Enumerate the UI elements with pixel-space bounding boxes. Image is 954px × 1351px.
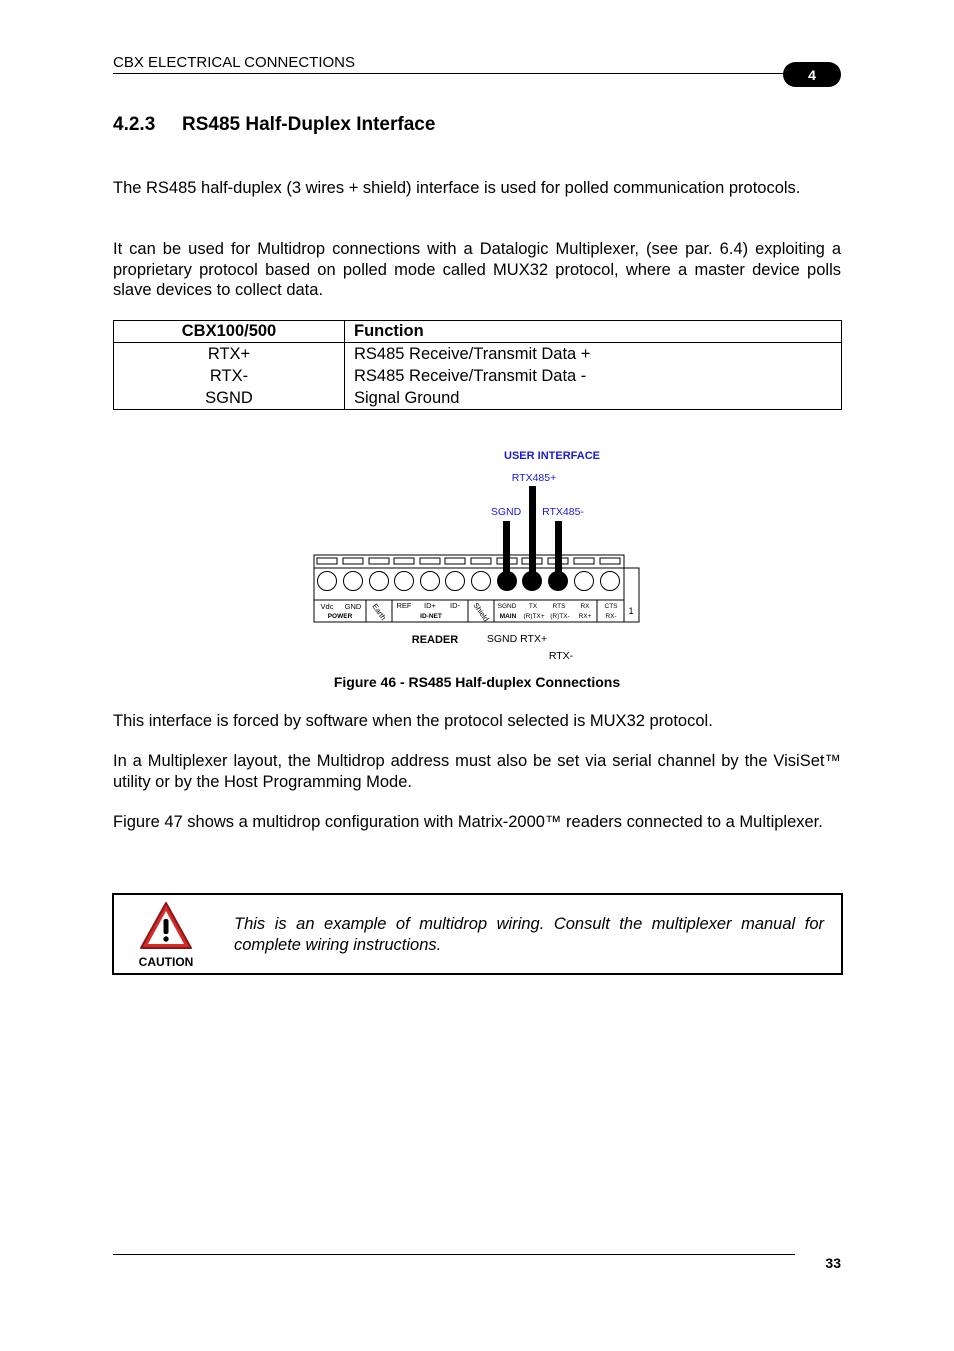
screw-tab [445,558,465,564]
terminal-screw [318,572,337,591]
caution-text: This is an example of multidrop wiring. Consult the multiplexer manual for complete wiring instructions. [234,915,824,954]
pin-note-rtx-minus: RTX- [548,650,574,662]
terminal-label-cts: CTS [604,603,618,610]
screw-tab [574,558,594,564]
section-number: 4.2.3 [113,114,156,135]
page-number: 33 [825,1255,841,1271]
rs485-wiring-diagram [300,440,660,670]
screw-tab [600,558,620,564]
group-label-rx-minus: RX- [605,613,617,620]
pin-rtx-minus: RTX- [209,367,249,385]
screw-tab [394,558,414,564]
signal-table [113,320,842,410]
figure-caption: Figure 46 - RS485 Half-duplex Connections [333,674,621,690]
group-label-id-net: ID-NET [420,613,442,620]
function-rtx-plus: RS485 Receive/Transmit Data + [354,345,591,363]
section-title [113,114,435,136]
table-function-cell [345,343,842,410]
connected-wires [497,486,568,591]
terminal-screw [472,572,491,591]
terminal-screw [575,572,594,591]
wire-label-sgnd: SGND [490,506,522,518]
reader-label: READER [411,634,459,646]
user-interface-label: USER INTERFACE [504,450,600,462]
screw-tab [317,558,337,564]
terminal-label-rx: RX [580,603,590,610]
wire-sgnd-terminal [497,571,517,591]
terminal-label-ref: REF [396,601,412,610]
terminal-end-marker: 1 [628,606,634,616]
wire-rtx-plus-terminal [522,571,542,591]
pin-sgnd: SGND [205,389,253,407]
pin-note-sgnd-rtx-plus: SGND RTX+ [486,633,548,645]
screw-tab [420,558,440,564]
terminal-screw [446,572,465,591]
pin-rtx-plus: RTX+ [207,345,251,363]
terminal-screw [344,572,363,591]
body-paragraph-1: This interface is forced by software when the protocol selected is MUX32 protocol. [113,712,713,730]
terminal-screw [370,572,389,591]
wire-label-rtx485-plus: RTX485+ [511,472,557,484]
wire-sgnd [503,521,510,579]
table-row [114,343,842,410]
terminal-label-shield: Shield [471,600,491,624]
warning-triangle-icon [138,900,194,952]
terminal-screw [395,572,414,591]
terminal-label-gnd: GND [344,602,362,611]
table-pin-cell [114,343,345,410]
terminal-label-rts: RTS [552,603,566,610]
group-label-rtx-plus: (R)TX+ [523,613,545,620]
function-rtx-minus: RS485 Receive/Transmit Data - [354,367,587,385]
wire-label-rtx485-minus: RTX485- [542,506,584,518]
intro-paragraph-2: It can be used for Multidrop connections with a Datalogic Multiplexer, (see par. 6.4) exploiting a proprietary protocol based on polled mode called MUX32 protocol, where a master device polls slave devices to collect data. [113,240,841,299]
running-header: CBX ELECTRICAL CONNECTIONS [113,54,355,71]
caution-box [112,893,843,975]
table-header-function: Function [345,321,842,343]
terminal-label-id-plus: ID+ [424,601,436,610]
wire-rtx-minus-terminal [548,571,568,591]
group-label-rx-plus: RX+ [578,613,592,620]
chapter-badge: 4 [783,62,841,87]
caution-label: CAUTION [138,955,194,969]
header-rule [113,73,813,74]
terminal-label-sgnd: SGND [497,603,517,610]
group-label-rtx-minus: (R)TX- [550,613,570,620]
footer-rule [113,1254,795,1255]
group-label-power: POWER [327,613,353,620]
wire-rtx-plus [529,486,536,579]
body-paragraph-3: Figure 47 shows a multidrop configuration with Matrix-2000™ readers connected to a Multiplexer. [113,813,823,831]
terminal-label-earth: Earth [370,601,389,622]
function-sgnd: Signal Ground [354,389,460,407]
table-header-cbx: CBX100/500 [114,321,345,343]
screw-tab [471,558,491,564]
table-header-row [114,321,842,343]
wire-rtx-minus [555,521,562,579]
terminal-label-id-minus: ID- [450,601,460,610]
terminal-label-tx: TX [528,603,538,610]
screw-tab [369,558,389,564]
section-title-text: RS485 Half-Duplex Interface [182,114,436,135]
body-paragraph-2: In a Multiplexer layout, the Multidrop address must also be set via serial channel by the VisiSet™ utility or by the Host Programming Mode. [113,752,841,791]
group-label-main: MAIN [499,613,517,620]
intro-paragraph-1: The RS485 half-duplex (3 wires + shield) interface is used for polled communication protocols. [113,179,801,197]
screw-tab [343,558,363,564]
terminal-screw [601,572,620,591]
terminal-label-vdc: Vdc [320,602,334,611]
terminal-screw [421,572,440,591]
